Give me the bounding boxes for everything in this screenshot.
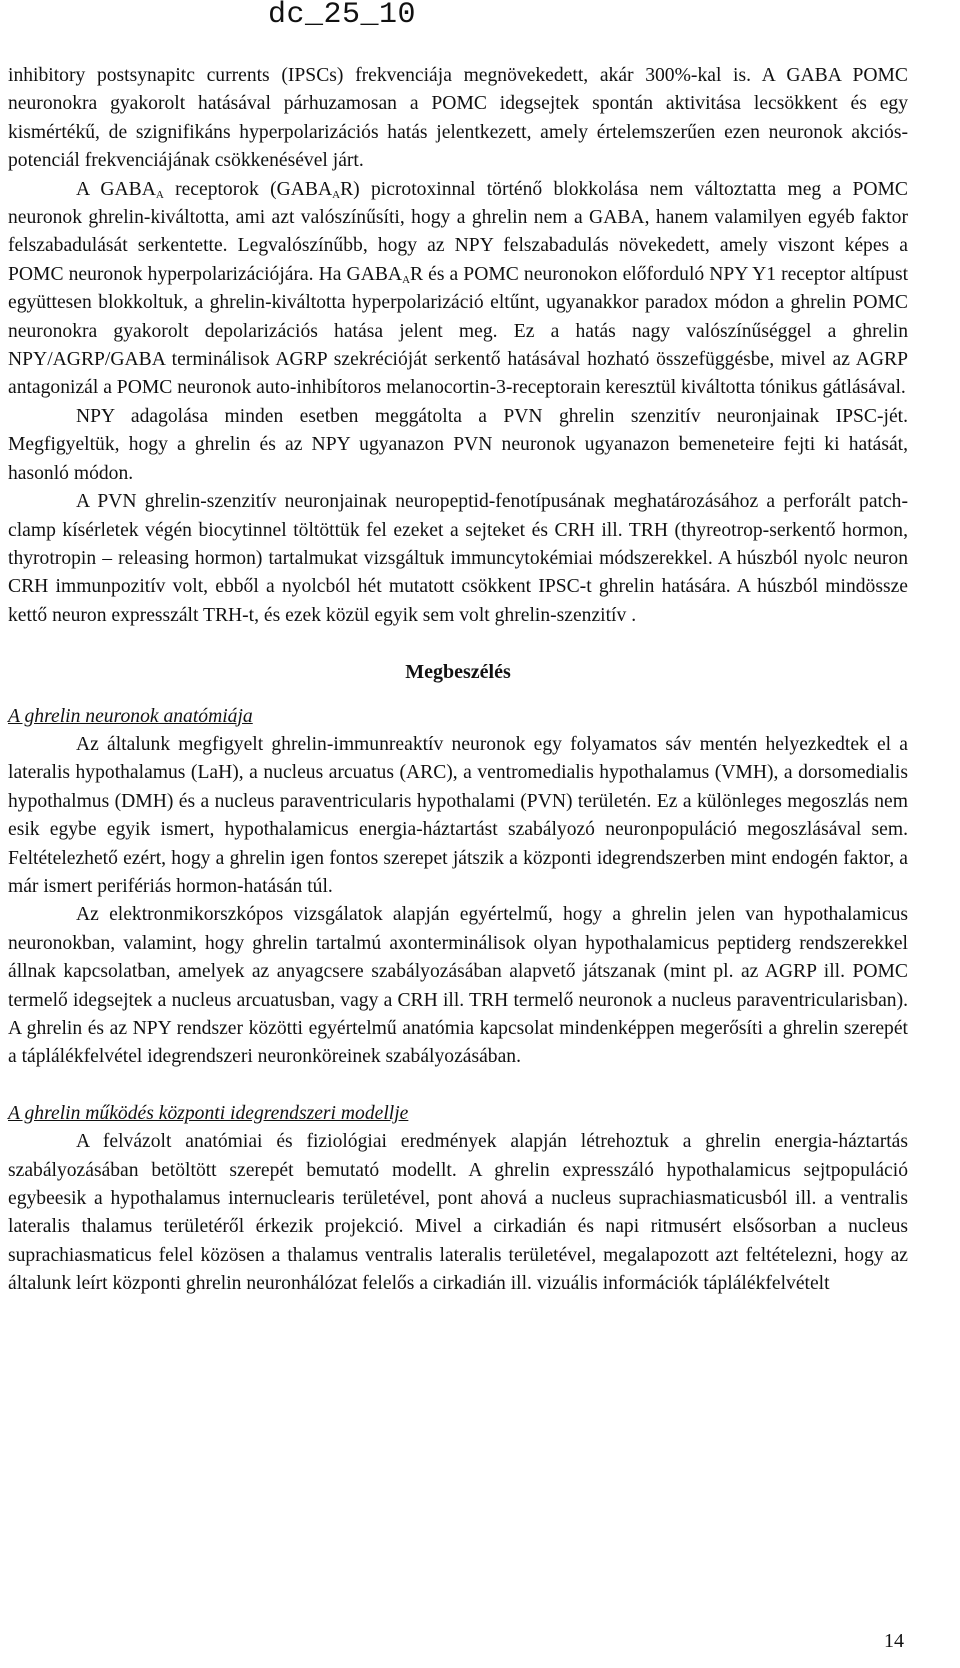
paragraph-gaba-receptors: [8, 176, 908, 403]
paragraph-pvn-phenotype: A PVN ghrelin-szenzitív neuronjainak neuropeptid-fenotípusának meghatározásához a perforált patch-clamp kísérletek végén biocytinnel töltöttük fel ezeket a sejteket és CRH ill. TRH (thyreotrop-serkentő hormon, thyrotropin – releasing hormon) tartalmukat vizsgáltuk immuncytokémiai módszerekkel. A húszból nyolc neuron CRH immunpozitív volt, ebből a nyolcból hét mutatott csökkent IPSC-t ghrelin hatására. A húszból mindössze kettő neuron expresszált TRH-t, és ezek közül egyik sem volt ghrelin-szenzitív .: [8, 491, 908, 626]
subscript: A: [155, 188, 164, 201]
paragraph-npy-administration: NPY adagolása minden esetben meggátolta a PVN ghrelin szenzitív neuronjainak IPSC-jét. Megfigyeltük, hogy a ghrelin és az NPY ugyanazon PVN neuronok ugyanazon bemeneteire fejti ki hatását, hasonló módon.: [8, 405, 908, 484]
subsection-heading-anatomy: A ghrelin neuronok anatómiája: [8, 705, 253, 727]
text-segment: A GABA: [76, 178, 156, 200]
page-content: [8, 62, 908, 1299]
subscript: A: [402, 273, 411, 286]
spacer: [8, 1072, 908, 1100]
text-segment: R és a POMC neuronokon előforduló NPY Y1 receptor altípust együttesen blokkoltuk, a ghrelin-kiváltotta hyperpolarizáció eltűnt, ugyanakkor paradox módon a ghrelin POMC neuronokra gyakorolt depolarizációs hatása jelent meg. Ez a hatás nagy valószínűséggel a ghrelin NPY/AGRP/GABA terminálisok AGRP szekrécióját serkentő hatásával hozható összefüggésbe, mivel az AGRP antagonizál a POMC neuronok auto-inhibítoros melanocortin-3-receptorain keresztül kiváltotta tónikus gátlásával.: [8, 263, 909, 399]
section-heading: Megbeszélés: [405, 661, 511, 684]
subsection-heading-model: A ghrelin működés központi idegrendszeri modellje: [8, 1102, 409, 1124]
document-id-header: dc_25_10: [268, 0, 417, 32]
paragraph-neuron-distribution: Az általunk megfigyelt ghrelin-immunreaktív neuronok egy folyamatos sáv mentén helyezkedtek el a lateralis hypothalamus (LaH), a nucleus arcuatus (ARC), a ventromedialis hypothalamus (VMH), a dorsomedialis hypothalmus (DMH) és a nucleus paraventricularis hypothalami (PVN) területén. Ez a különleges megoszlás nem esik egybe egyik ismert, hypothalamicus energia-háztartást szabályozó neuronpopuláció megoszlásával sem. Feltételezhető ezért, hogy a ghrelin igen fontos szerepet játszik a központi idegrendszerben mint endogén faktor, a már ismert perifériás hormon-hatásán túl.: [8, 733, 908, 897]
page-number: 14: [884, 1630, 904, 1652]
paragraph-model: A felvázolt anatómiai és fiziológiai eredmények alapján létrehoztuk a ghrelin energia-háztartás szabályozásában betöltött szerepét bemutató modellt. A ghrelin expresszáló hypothalamicus sejtpopuláció egybeesik a hypothalamus internuclearis területével, pont ahová a nucleus suprachiasmaticusból ill. a ventralis lateralis thalamus területéről érkezik projekció. Mivel a cirkadián és napi ritmusért elsősorban a nucleus suprachiasmaticus felel közösen a thalamus ventralis lateralis területével, megalapozott azt feltételezni, hogy az általunk leírt központi ghrelin neuronhálózat felelős a cirkadián ill. vizuális információk táplálékfelvételt: [8, 1131, 908, 1295]
paragraph-ipsc-frequency: inhibitory postsynapitc currents (IPSCs) frekvenciája megnövekedett, akár 300%-kal is. A GABA POMC neuronokra gyakorolt hatásával párhuzamosan a POMC idegsejtek spontán aktivitása lecsökkent és egy kismértékű, de szignifikáns hyperpolarizációs hatás jelentkezett, amely értelemszerűen ezen neuronok akciós-potenciál frekvenciájának csökkenésével járt.: [8, 65, 908, 172]
paragraph-electron-microscopy: Az elektronmikorszkópos vizsgálatok alapján egyértelmű, hogy a ghrelin jelen van hypothalamicus neuronokban, valamint, hogy ghrelin tartalmú axonterminálisok olyan hypothalamicus peptiderg rendszerekkel állnak kapcsolatban, amelyek az anyagcsere szabályozásában alapvető játszanak (mint pl. az AGRP ill. POMC termelő idegsejtek a nucleus arcuatusban, vagy a CRH ill. TRH termelő neuronok a nucleus paraventricularisban). A ghrelin és az NPY rendszer közötti egyértelmű anatómia kapcsolat mindenképpen megerősíti a ghrelin szerepét a táplálékfelvétel idegrendszeri neuronköreinek szabályozásában.: [8, 904, 908, 1068]
text-segment: receptorok (GABA: [163, 178, 333, 200]
subscript: A: [332, 188, 341, 201]
text-segment: R) picrotoxinnal történő blokkolása nem változtatta meg a POMC neuronok ghrelin-kiváltotta, ami azt valószínűsíti, hogy a ghrelin nem a GABA, hanem valamilyen egyéb faktor felszabadulását serkentette. Legvalószínűbb, hogy az NPY felszabadulás növekedett, amely viszont képes a POMC neuronok hyperpolarizációjára. Ha GABA: [8, 178, 908, 285]
